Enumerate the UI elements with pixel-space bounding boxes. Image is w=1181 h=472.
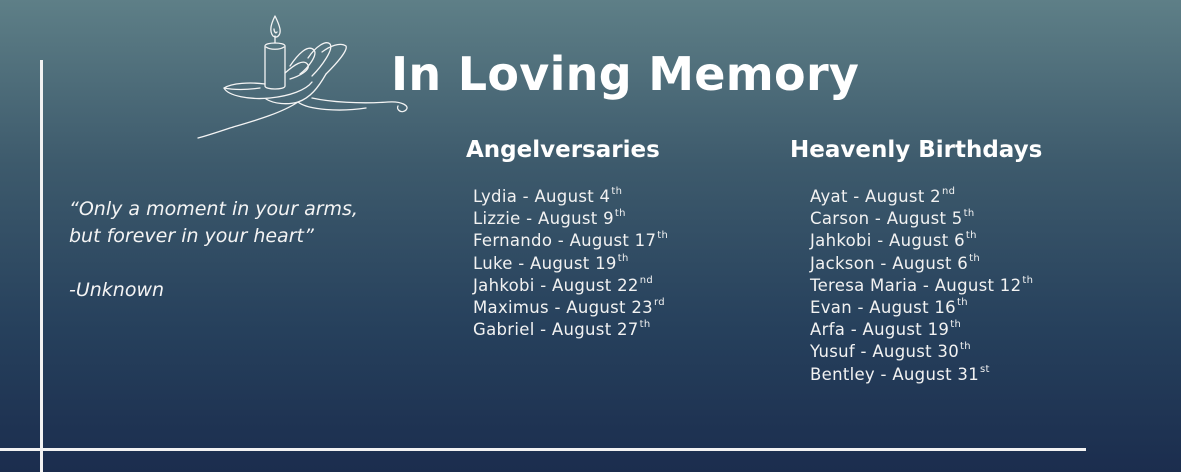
candle-in-hand-icon — [190, 10, 420, 145]
list-item-text: Fernando - August 17 — [473, 231, 657, 251]
vertical-rule — [40, 60, 43, 472]
list-item-text: Jahkobi - August 6 — [810, 231, 965, 251]
list-item — [473, 208, 668, 230]
page-title: In Loving Memory — [391, 47, 860, 101]
ordinal-suffix: th — [950, 319, 962, 331]
list-item — [473, 186, 668, 208]
heavenly-birthdays-list — [810, 186, 1033, 386]
ordinal-suffix: th — [611, 186, 623, 197]
ordinal-suffix: st — [980, 363, 990, 375]
memorial-quote — [69, 196, 409, 304]
ordinal-suffix: th — [1022, 274, 1034, 286]
list-item — [473, 275, 668, 297]
list-item — [810, 297, 1033, 319]
list-item-text: Carson - August 5 — [810, 209, 963, 229]
ordinal-suffix: rd — [653, 297, 665, 309]
ordinal-suffix: th — [614, 208, 626, 220]
list-item-text: Gabriel - August 27 — [473, 320, 639, 340]
list-item-text: Jackson - August 6 — [810, 253, 969, 273]
quote-attribution: -Unknown — [69, 279, 165, 301]
ordinal-suffix: nd — [639, 274, 653, 286]
list-item-text: Arfa - August 19 — [810, 320, 950, 340]
list-item — [473, 319, 668, 341]
ordinal-suffix: th — [639, 319, 651, 331]
list-item — [473, 253, 668, 275]
ordinal-suffix: th — [963, 208, 975, 220]
list-item-text: Lizzie - August 9 — [473, 209, 614, 229]
angelversaries-heading: Angelversaries — [466, 137, 660, 163]
ordinal-suffix: th — [956, 297, 968, 309]
list-item — [810, 275, 1033, 297]
list-item-text: Evan - August 16 — [810, 298, 956, 318]
list-item — [473, 230, 668, 252]
list-item — [810, 319, 1033, 341]
ordinal-suffix: th — [969, 252, 980, 264]
list-item-text: Maximus - August 23 — [473, 298, 653, 318]
ordinal-suffix: th — [965, 230, 977, 242]
list-item-text: Ayat - August 2 — [810, 187, 941, 206]
heavenly-birthdays-heading: Heavenly Birthdays — [790, 137, 1043, 163]
horizontal-rule — [0, 448, 1086, 451]
list-item — [810, 208, 1033, 230]
list-item — [810, 364, 1033, 386]
list-item-text: Jahkobi - August 22 — [473, 275, 639, 295]
quote-line: but forever in your heart” — [69, 225, 314, 247]
list-item-text: Bentley - August 31 — [810, 364, 980, 384]
list-item — [473, 297, 668, 319]
list-item — [810, 186, 1033, 208]
list-item — [810, 253, 1033, 275]
ordinal-suffix: th — [960, 341, 971, 353]
ordinal-suffix: th — [657, 230, 669, 242]
list-item-text: Teresa Maria - August 12 — [810, 275, 1022, 295]
list-item — [810, 341, 1033, 363]
angelversaries-list — [473, 186, 668, 341]
quote-line: “Only a moment in your arms, — [69, 198, 358, 220]
ordinal-suffix: th — [617, 252, 629, 264]
list-item — [810, 230, 1033, 252]
list-item-text: Luke - August 19 — [473, 253, 617, 273]
list-item-text: Lydia - August 4 — [473, 187, 611, 206]
list-item-text: Yusuf - August 30 — [810, 342, 960, 362]
ordinal-suffix: nd — [941, 186, 956, 197]
